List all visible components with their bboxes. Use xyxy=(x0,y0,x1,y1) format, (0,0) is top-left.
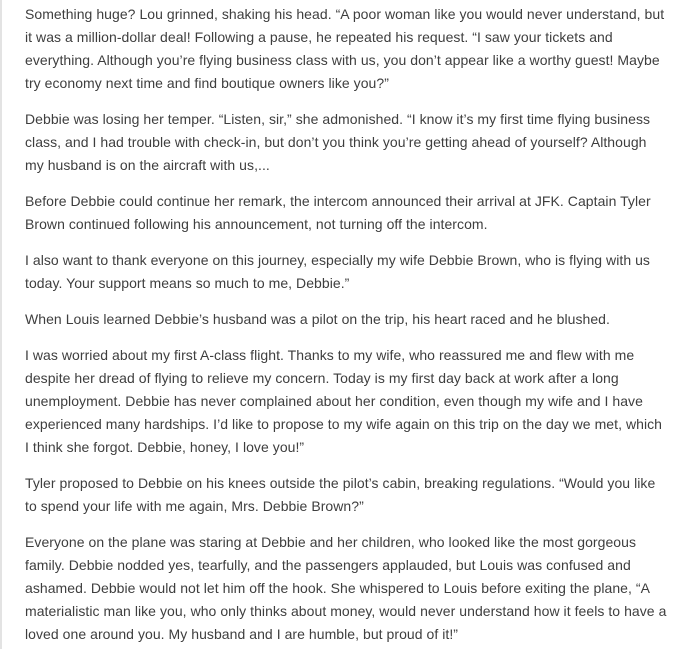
paragraph: I also want to thank everyone on this journey, especially my wife Debbie Brown, who is flying with us today. Your support means so much to me, Debbie.” xyxy=(25,252,650,291)
paragraph: Before Debbie could continue her remark, the intercom announced their arrival at JFK. Captain Tyler Brown continued following his announcement, not turning off the intercom. xyxy=(25,193,651,232)
paragraph: Tyler proposed to Debbie on his knees outside the pilot’s cabin, breaking regulations. “Would you like to spend your life with me again, Mrs. Debbie Brown?” xyxy=(25,475,656,514)
paragraph: I was worried about my first A-class flight. Thanks to my wife, who reassured me and flew with me despite her dread of flying to relieve my concern. Today is my first day back at work after a long unemployment. Debbie has never complained about her condition, even though my wife and I have experienced many hardships. I’d like to propose to my wife again on this trip on the day we met, which I think she forgot. Debbie, honey, I love you!” xyxy=(25,347,662,455)
paragraph: When Louis learned Debbie’s husband was a pilot on the trip, his heart raced and he blushed. xyxy=(25,311,610,327)
article-body xyxy=(25,3,668,646)
paragraph: Everyone on the plane was staring at Debbie and her children, who looked like the most gorgeous family. Debbie nodded yes, tearfully, and the passengers applauded, but Louis was confused and ashamed. Debbie would not let him off the hook. She whispered to Louis before exiting the plane, “A materialistic man like you, who only thinks about money, would never understand how it feels to have a loved one around you. My husband and I are humble, but proud of it!” xyxy=(25,534,667,642)
paragraph: Debbie was losing her temper. “Listen, sir,” she admonished. “I know it’s my first time flying business class, and I had trouble with check-in, but don’t you think you’re getting ahead of yourself? Although my husband is on the aircraft with us,... xyxy=(25,111,651,173)
paragraph: Something huge? Lou grinned, shaking his head. “A poor woman like you would never understand, but it was a million-dollar deal! Following a pause, he repeated his request. “I saw your tickets and everything. Although you’re flying business class with us, you don’t appear like a worthy guest! Maybe try economy next time and find boutique owners like you?” xyxy=(25,6,665,91)
